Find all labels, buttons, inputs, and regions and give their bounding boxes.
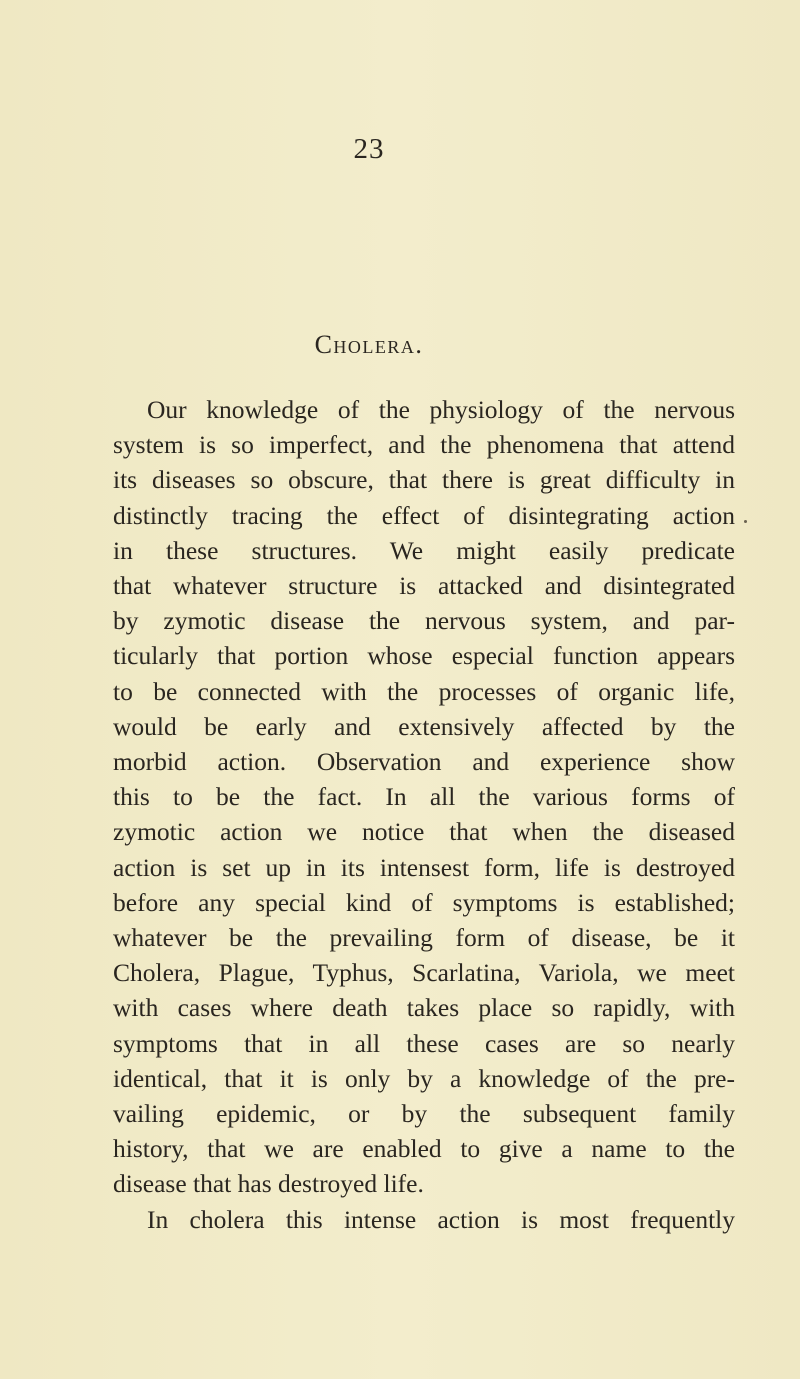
text-line: Our knowledge of the physiology of the nervous bbox=[147, 395, 735, 424]
text-line: that whatever structure is attacked and disintegrated bbox=[113, 571, 735, 601]
chapter-heading: Cholera. bbox=[314, 330, 424, 359]
body-text bbox=[113, 392, 735, 1237]
text-line: Cholera, Plague, Typhus, Scarlatina, Variola, we meet bbox=[113, 958, 735, 988]
text-line: ticularly that portion whose especial function appears bbox=[113, 641, 735, 671]
text-line: its diseases so obscure, that there is great difficulty in bbox=[113, 465, 735, 495]
text-line: morbid action. Observation and experience show bbox=[113, 747, 735, 777]
text-line: in these structures. We might easily predicate bbox=[113, 535, 735, 565]
paper-speck bbox=[744, 520, 747, 523]
text-line: distinctly tracing the effect of disintegrating action bbox=[113, 500, 735, 530]
text-line: In cholera this intense action is most frequently bbox=[147, 1204, 735, 1234]
text-line: history, that we are enabled to give a name to the bbox=[113, 1134, 735, 1164]
text-line: action is set up in its intensest form, life is destroyed bbox=[113, 852, 735, 882]
text-line: vailing epidemic, or by the subsequent family bbox=[113, 1099, 735, 1129]
text-line: by zymotic disease the nervous system, and par- bbox=[113, 606, 735, 636]
text-line: with cases where death takes place so rapidly, with bbox=[113, 993, 735, 1023]
text-line: this to be the fact. In all the various forms of bbox=[113, 782, 735, 812]
page-number: 23 bbox=[353, 133, 385, 165]
text-line: whatever be the prevailing form of disease, be it bbox=[113, 923, 735, 953]
text-line: identical, that it is only by a knowledge of the pre- bbox=[113, 1063, 735, 1093]
text-line: disease that has destroyed life. bbox=[113, 1169, 424, 1199]
text-line: symptoms that in all these cases are so nearly bbox=[113, 1028, 735, 1058]
text-line: system is so imperfect, and the phenomena that attend bbox=[113, 430, 735, 460]
text-line: before any special kind of symptoms is established; bbox=[113, 887, 735, 917]
text-line: to be connected with the processes of organic life, bbox=[113, 676, 735, 706]
text-line: zymotic action we notice that when the diseased bbox=[113, 817, 735, 847]
text-line: would be early and extensively affected by the bbox=[113, 711, 735, 741]
